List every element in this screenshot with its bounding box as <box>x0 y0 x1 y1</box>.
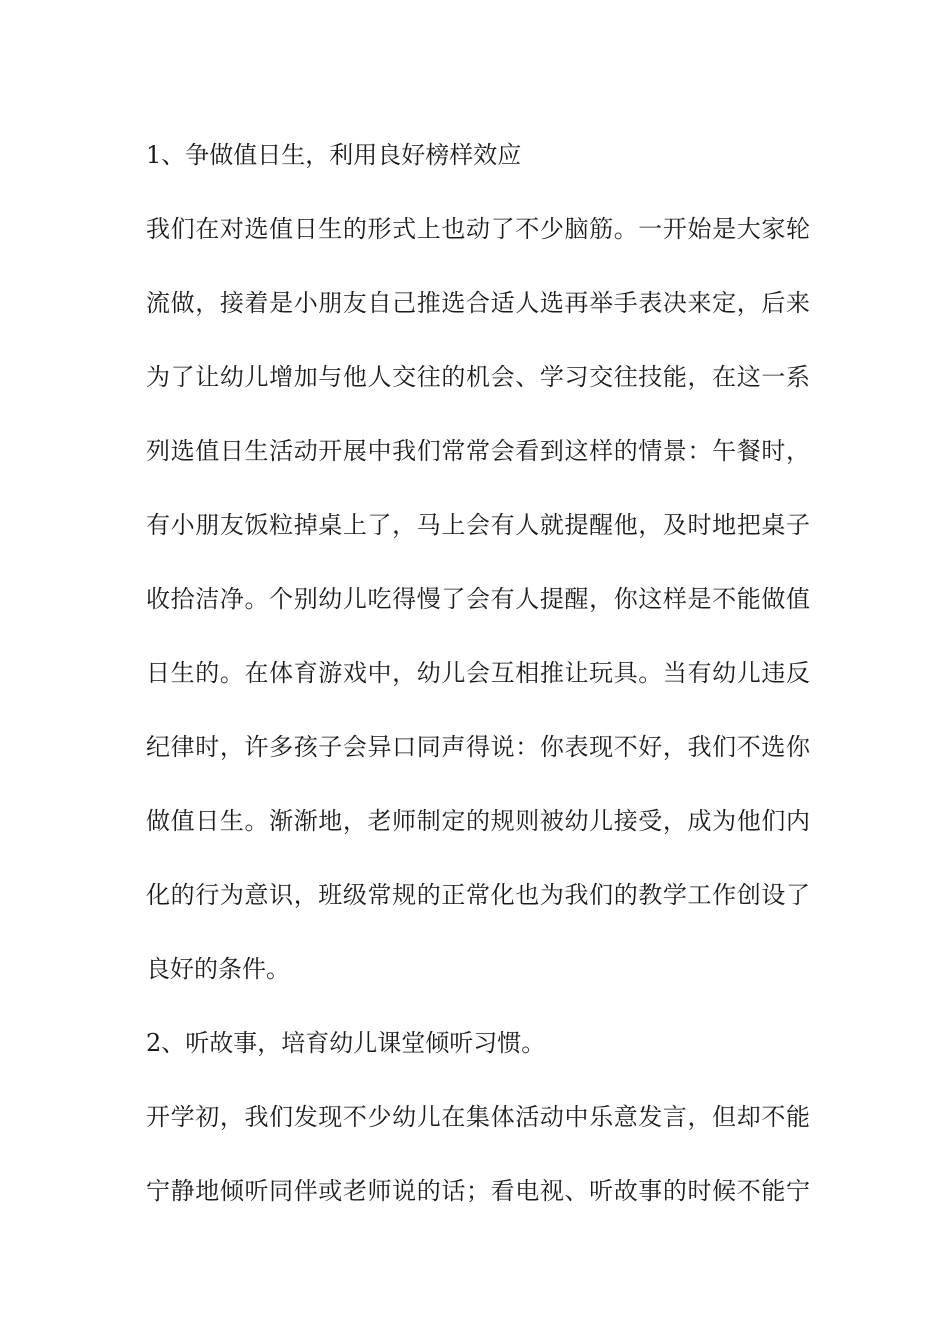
paragraph-line: 我们在对选值日生的形式上也动了不少脑筋。一开始是大家轮 <box>146 215 810 243</box>
section-heading-2: 2、听故事，培育幼儿课堂倾听习惯。 <box>146 1029 546 1057</box>
paragraph-line: 开学初，我们发现不少幼儿在集体活动中乐意发言，但却不能 <box>146 1103 810 1131</box>
paragraph-line: 纪律时，许多孩子会异口同声得说：你表现不好，我们不选你 <box>146 733 810 761</box>
paragraph-line: 为了让幼儿增加与他人交往的机会、学习交往技能，在这一系 <box>146 363 810 391</box>
paragraph-line: 列选值日生活动开展中我们常常会看到这样的情景：午餐时， <box>146 437 810 465</box>
paragraph-line: 宁静地倾听同伴或老师说的话；看电视、听故事的时候不能宁 <box>146 1177 810 1205</box>
paragraph-line: 有小朋友饭粒掉桌上了，马上会有人就提醒他，及时地把桌子 <box>146 511 810 539</box>
paragraph-line: 化的行为意识，班级常规的正常化也为我们的教学工作创设了 <box>146 881 810 909</box>
paragraph-line: 流做，接着是小朋友自己推选合适人选再举手表决来定，后来 <box>146 289 810 317</box>
section-heading-1: 1、争做值日生，利用良好榜样效应 <box>146 141 522 169</box>
paragraph-line: 收拾洁净。个别幼儿吃得慢了会有人提醒，你这样是不能做值 <box>146 585 810 613</box>
paragraph-line: 日生的。在体育游戏中，幼儿会互相推让玩具。当有幼儿违反 <box>146 659 810 687</box>
paragraph-line: 良好的条件。 <box>146 955 290 983</box>
paragraph-line: 做值日生。渐渐地，老师制定的规则被幼儿接受，成为他们内 <box>146 807 810 835</box>
